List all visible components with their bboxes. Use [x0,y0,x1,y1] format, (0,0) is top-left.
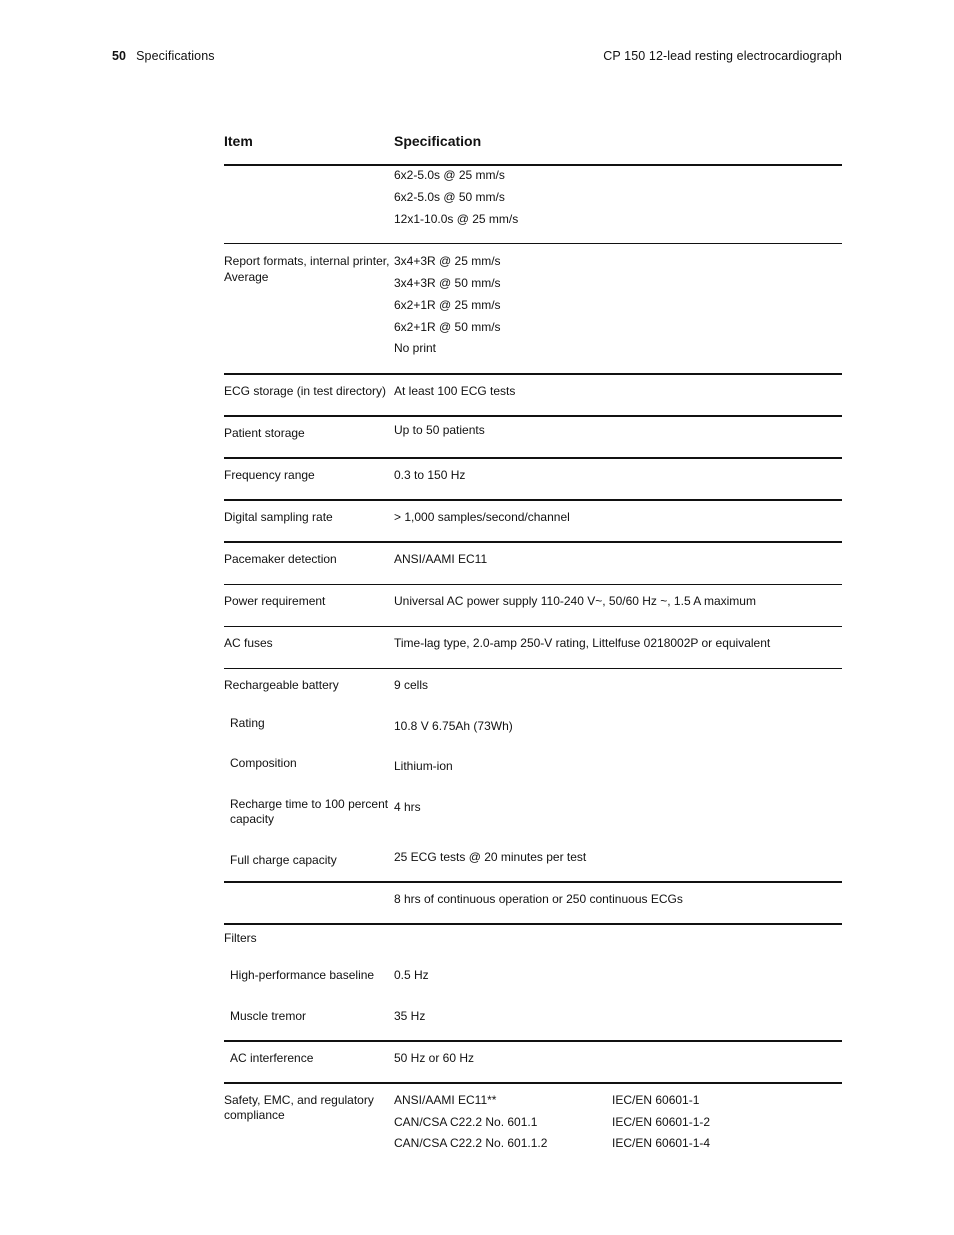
power-label: Power requirement [224,594,326,608]
row-divider [224,923,842,925]
baseline-value: 0.5 Hz [394,968,429,982]
report-format-value: No print [394,341,437,355]
header-rule [224,164,842,166]
safety-standard: IEC/EN 60601-1-4 [612,1136,711,1150]
safety-standard: ANSI/AAMI EC11** [394,1093,497,1107]
recharge-value: 4 hrs [394,800,421,814]
battery-label: Rechargeable battery [224,678,339,692]
format-value: 12x1-10.0s @ 25 mm/s [394,212,519,226]
rating-label: Rating [230,716,265,730]
safety-standard: CAN/CSA C22.2 No. 601.1.2 [394,1136,548,1150]
row-divider [224,584,842,585]
row-divider [224,1082,842,1084]
safety-standard: CAN/CSA C22.2 No. 601.1 [394,1115,538,1129]
section-name: Specifications [136,49,215,63]
patient-storage-value: Up to 50 patients [394,423,485,437]
row-divider [224,626,842,627]
row-divider [224,881,842,883]
frequency-range-value: 0.3 to 150 Hz [394,468,466,482]
row-divider [224,668,842,669]
row-divider [224,415,842,417]
safety-standard: IEC/EN 60601-1 [612,1093,700,1107]
recharge-label-cont: capacity [230,812,275,826]
report-format-value: 6x2+1R @ 50 mm/s [394,320,501,334]
power-value: Universal AC power supply 110-240 V~, 50/60 Hz ~, 1.5 A maximum [394,594,756,608]
pacemaker-value: ANSI/AAMI EC11 [394,552,488,566]
row-divider [224,541,842,543]
report-formats-label-cont: Average [224,270,269,284]
fuses-value: Time-lag type, 2.0-amp 250-V rating, Littelfuse 0218002P or equivalent [394,636,771,650]
row-divider [224,457,842,459]
ecg-storage-value: At least 100 ECG tests [394,384,516,398]
column-header-specification: Specification [394,133,482,149]
row-divider [224,499,842,501]
rating-value: 10.8 V 6.75Ah (73Wh) [394,719,513,733]
full-charge-label: Full charge capacity [230,853,337,867]
baseline-label: High-performance baseline [230,968,375,982]
sampling-rate-value: > 1,000 samples/second/channel [394,510,570,524]
patient-storage-label: Patient storage [224,426,305,440]
muscle-tremor-value: 35 Hz [394,1009,426,1023]
frequency-range-label: Frequency range [224,468,315,482]
composition-label: Composition [230,756,297,770]
format-value: 6x2-5.0s @ 25 mm/s [394,168,505,182]
battery-value: 9 cells [394,678,429,692]
page-header-left [112,49,215,63]
report-formats-label: Report formats, internal printer, [224,254,390,268]
format-value: 6x2-5.0s @ 50 mm/s [394,190,505,204]
row-divider [224,373,842,375]
report-format-value: 3x4+3R @ 50 mm/s [394,276,501,290]
fuses-label: AC fuses [224,636,273,650]
composition-value: Lithium-ion [394,759,453,773]
recharge-label: Recharge time to 100 percent [230,797,389,811]
column-header-item: Item [224,133,253,149]
document-title: CP 150 12-lead resting electrocardiograph [603,49,842,63]
safety-label: Safety, EMC, and regulatory [224,1093,374,1107]
safety-label-cont: compliance [224,1108,285,1122]
ac-interference-label: AC interference [230,1051,314,1065]
row-divider [224,243,842,244]
row-divider [224,1040,842,1042]
ac-interference-value: 50 Hz or 60 Hz [394,1051,475,1065]
page-number: 50 [112,49,127,63]
filters-label: Filters [224,931,257,945]
sampling-rate-label: Digital sampling rate [224,510,333,524]
report-format-value: 3x4+3R @ 25 mm/s [394,254,501,268]
continuous-operation-value: 8 hrs of continuous operation or 250 continuous ECGs [394,892,683,906]
muscle-tremor-label: Muscle tremor [230,1009,307,1023]
pacemaker-label: Pacemaker detection [224,552,337,566]
full-charge-value: 25 ECG tests @ 20 minutes per test [394,850,587,864]
ecg-storage-label: ECG storage (in test directory) [224,384,387,398]
safety-standard: IEC/EN 60601-1-2 [612,1115,711,1129]
report-format-value: 6x2+1R @ 25 mm/s [394,298,501,312]
